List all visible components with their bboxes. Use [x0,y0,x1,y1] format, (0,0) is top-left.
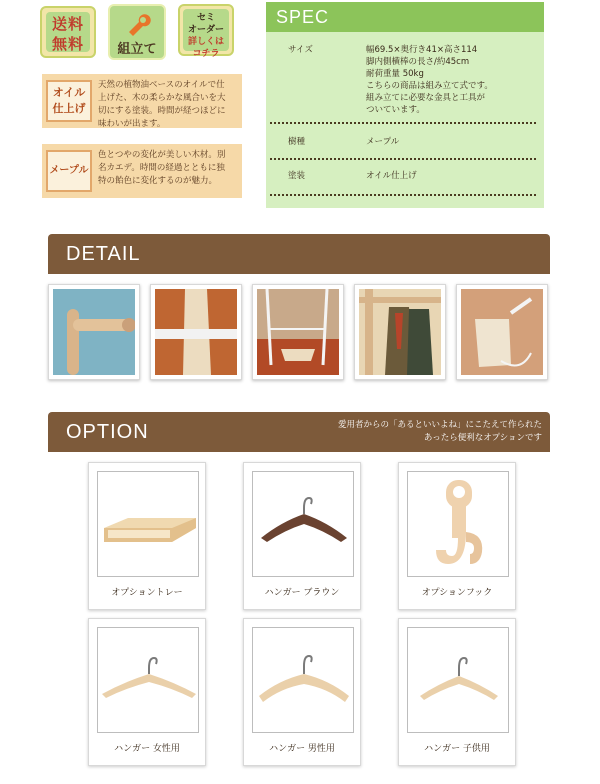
option-label-hanger-women: ハンガー 女性用 [114,744,180,754]
hanger-women-icon [98,628,199,733]
oil-desc-line: 天然の植物油ベースのオイルで仕 [98,80,225,90]
hanger-kids-image [407,627,509,733]
hanger-women-image [97,627,199,733]
option-card-hanger-men[interactable] [243,618,361,766]
option-subtitle [338,419,542,445]
spec-paint-value: オイル仕上げ [366,171,417,181]
assembly-badge [108,4,166,60]
maple-desc-line: 名カエデ。時間の経過とともに独 [98,163,225,173]
oil-finish-info [42,74,242,128]
option-title: OPTION [66,421,149,443]
spec-divider [270,194,536,196]
free-shipping-badge [40,6,96,58]
spec-paint-label: 塗装 [288,171,306,181]
spec-divider [270,122,536,124]
detail-title: DETAIL [66,243,141,265]
option-section-header [48,412,550,452]
wrench-icon [123,12,151,36]
detail-thumb-parts[interactable] [456,284,548,380]
oil-desc-line: 切にする塗装。時間が経つほどに [98,106,226,116]
detail-section-header [48,234,550,274]
option-label-tray: オプショントレー [111,588,183,598]
hanger-kids-icon [408,628,509,733]
detail-photo-strap [155,289,237,375]
semi-order-link-line-1[interactable]: 詳しくは [187,37,224,47]
oil-tag-line-2: 仕上げ [52,102,86,115]
semi-order-badge[interactable] [178,4,234,59]
hanger-men-icon [253,628,354,733]
spec-title: SPEC [266,2,544,32]
hanger-men-image [252,627,354,733]
spec-size-line: ついています。 [366,105,425,115]
oil-finish-tag [46,80,92,122]
semi-order-line-2: オーダー [187,25,224,35]
option-card-hanger-kids[interactable] [398,618,516,766]
oil-desc-line: 上げた、木の柔らかな風合いを大 [98,93,226,103]
hook-icon [408,472,509,577]
oil-finish-description [98,79,238,131]
spec-size-label: サイズ [288,45,313,55]
spec-size-line: こちらの商品は組み立て式です。 [366,81,493,91]
option-label-hanger-kids: ハンガー 子供用 [424,744,490,754]
spec-divider [270,158,536,160]
option-label-hanger-men: ハンガー 男性用 [269,744,335,754]
option-card-hanger-brown[interactable] [243,462,361,610]
maple-info [42,144,242,198]
detail-photo-frame [257,289,339,375]
option-label-hanger-brown: ハンガー ブラウン [264,588,340,598]
hook-image [407,471,509,577]
detail-thumb-coats[interactable] [354,284,446,380]
spec-size-line: 耐荷重量 50kg [366,69,424,79]
hanger-brown-icon [253,472,354,577]
option-label-hook: オプションフック [421,588,493,598]
maple-desc-line: 色とつやの変化が美しい木材。別 [98,150,226,160]
free-shipping-line-1: 送料 [51,15,84,33]
spec-size-line: 幅69.5×奥行き41×高さ114 [366,45,478,55]
spec-wood-label: 樹種 [288,137,306,147]
spec-size-line: 組み立てに必要な金具と工具が [366,93,486,103]
assembly-label: 組立て [117,42,157,57]
detail-thumb-joint[interactable] [48,284,140,380]
tray-image [97,471,199,577]
semi-order-link-line-2[interactable]: コチラ [192,49,220,59]
option-card-hanger-women[interactable] [88,618,206,766]
detail-photo-coats [359,289,441,375]
option-card-tray[interactable] [88,462,206,610]
tray-icon [98,472,199,577]
spec-wood-value: メープル [366,137,400,147]
maple-description [98,149,238,188]
spec-panel [266,2,544,208]
option-card-hook[interactable] [398,462,516,610]
spec-size-value [366,44,538,116]
option-subtitle-line: 愛用者からの「あるといいよね」にこたえて作られた [337,420,542,430]
option-subtitle-line: あったら便利なオプションです [423,433,542,443]
detail-photo-joint [53,289,135,375]
detail-thumb-frame[interactable] [252,284,344,380]
free-shipping-line-2: 無料 [51,35,84,53]
detail-thumb-strap[interactable] [150,284,242,380]
hanger-brown-image [252,471,354,577]
spec-size-line: 脚内側横棒の長さ/約45cm [366,57,470,67]
maple-desc-line: 特の飴色に変化するのが魅力。 [98,176,218,186]
oil-tag-line-1: オイル [52,86,86,99]
semi-order-line-1: セミ [196,13,215,23]
oil-desc-line: 味わいが出ます。 [98,119,166,129]
maple-tag: メープル [46,150,92,192]
detail-photo-parts [461,289,543,375]
